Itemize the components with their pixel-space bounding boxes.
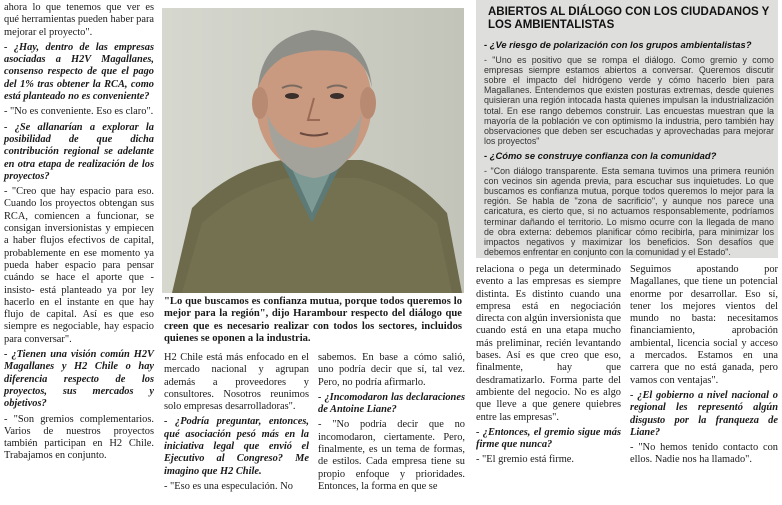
interview-answer: - "Eso es una especulación. No: [164, 480, 293, 492]
interview-question: - ¿El gobierno a nivel nacional o regional les representó algún disgusto por la franqueza de Liane?: [630, 389, 778, 438]
paragraph: ahora lo que tenemos que ver es qué herramientas pueden haber para mejorar el proyecto".: [4, 2, 155, 38]
interview-answer: - "No es conveniente. Eso es claro".: [4, 106, 154, 118]
interview-answer: - "Creo que hay espacio para eso. Cuando los proyectos obtengan sus RCA, comiencen a funcionar, se consigan inversionistas y empiecen a haber flujos efectivos de capital, probablemente en ese momento ya pueda haber espacio para pensar cuándo se hace el aporte que -insisto- está planteado ya por ley hacerlo en el instante en que hay flujo de capital. Así es que eso siempre es negociable, hay espacio para conversar".: [4, 186, 154, 345]
interview-answer: - "El gremio está firme.: [476, 454, 575, 466]
interview-question: - ¿Tienen una visión común H2V Magallanes y H2 Chile o hay diferencia respecto de los proyectos, sus mercados y objetivos?: [4, 349, 154, 410]
sidebar-answer: - "Con diálogo transparente. Esta semana tuvimos una primera reunión con vecinos sin agenda previa, para escuchar sus inquietudes. Lo que buscamos es confianza mutua, porque todos queremos lo mejor para la región. Se habla de "zona de sacrificio", y aunque nos parece una caricatura, es cierto que, si no actuamos responsablemente, podríamos terminar dañando el territorio. Lo mismo ocurre con la llegada de mano de obra externa: debemos planificar cómo recibirla, para minimizar los impactos negativos y maximizar los beneficios. Son desafíos que debemos enfrentar en conjunto con la comunidad y el Estado".: [484, 166, 774, 257]
sidebar-answer: - "Uno es positivo que se rompa el diálogo. Como gremio y como empresas siempre estamos abiertos a conversar. Queremos discutir sobre el impacto del hidrógeno verde y cómo hacerlo bien para Magallanes. Entendemos que existen posturas extremas, desde quienes quisieran una región intocada hasta quienes impulsan la industrialización total. En ese rango debemos construir. Las encuestas muestran que la mayoría de la población ve con optimismo la industria, pero también hay observaciones que deben ser escuchadas y aprovechadas para mejorar los proyectos": [484, 55, 774, 146]
paragraph: Seguimos apostando por Magallanes, que tiene un potencial enorme por desarrollar. Eso sí, tener los mejores vientos del mundo no basta: necesitamos financiamiento, aprobación ambiental, licencia social y acceso a mercados. Estamos en una carrera que no está ganada, pero vamos con ventajas".: [630, 264, 778, 386]
article-column-4: [476, 264, 621, 470]
interview-question: - ¿Incomodaron las declaraciones de Antoine Liane?: [318, 391, 465, 416]
portrait-photo: [162, 8, 464, 293]
sidebar-question: - ¿Ve riesgo de polarización con los grupos ambientalistas?: [484, 39, 752, 50]
sidebar-box: [476, 0, 778, 258]
interview-answer: - "Son gremios complementarios. Varios de nuestros proyectos también participan en H2 Chile. Trabajamos en conjunto.: [4, 413, 154, 462]
paragraph: relaciona o pega un determinado evento a las empresas es siempre distinta. Es distinto cuando una empresa está en negociación directa con algún inversionista que cuando está en una etapa mucho más preliminar, recién levantando bases. Así es que creo que eso, finalmente, hay que desdramatizarlo. Forma parte del ambiente del negocio. No es algo que lleve a que genere quiebres entre las empresas".: [476, 264, 621, 423]
article-column-5: [630, 264, 778, 470]
photo-caption: "Lo que buscamos es confianza mutua, porque todos queremos lo mejor para la región", dijo Harambour respecto del diálogo que creen que es necesario realizar con todos los sectores, incluidos quienes se oponen a la industria.: [164, 296, 462, 345]
paragraph: sabemos. En base a cómo salió, uno podría decir que sí, tal vez. Pero, no podría afirmarlo.: [318, 352, 465, 388]
article-column-3: [318, 352, 465, 496]
portrait-illustration: [162, 8, 464, 293]
article-column-1: [4, 2, 154, 466]
sidebar-title: ABIERTOS AL DIÁLOGO CON LOS CIUDADANOS Y LOS AMBIENTALISTAS: [488, 6, 770, 31]
interview-question: - ¿Entonces, el gremio sigue más firme que nunca?: [476, 426, 621, 451]
article-column-2: [164, 352, 309, 496]
interview-answer: - "No podría decir que no incomodaron, ciertamente. Pero, finalmente, es un tema de formas, de estilos. Cada empresa tiene su propio enfoque y prioridades. Entonces, la forma en que se: [318, 419, 465, 492]
sidebar-question: - ¿Cómo se construye confianza con la comunidad?: [484, 149, 717, 161]
sidebar-body: [484, 40, 774, 262]
interview-question: - ¿Hay, dentro de las empresas asociadas a H2V Magallanes, consenso respecto de que el pago del 1% tras obtener la RCA, como está planteado no es conveniente?: [4, 41, 154, 103]
interview-answer: - "No hemos tenido contacto con ellos. Nadie nos ha llamado".: [630, 442, 778, 466]
interview-question: - ¿Podría preguntar, entonces, qué asociación pesó más en la iniciativa legal que envió el Ejecutivo al Congreso? Me imagino que H2 Chile.: [164, 416, 309, 477]
interview-question: - ¿Se allanarían a explorar la posibilidad de que dicha contribución regional se adelante en otra etapa de realización de los proyectos?: [4, 121, 154, 182]
paragraph: H2 Chile está más enfocado en el mercado nacional y agrupan además a proveedores y consultores. Nosotros reunimos solo empresas desarrolladoras".: [164, 352, 309, 413]
